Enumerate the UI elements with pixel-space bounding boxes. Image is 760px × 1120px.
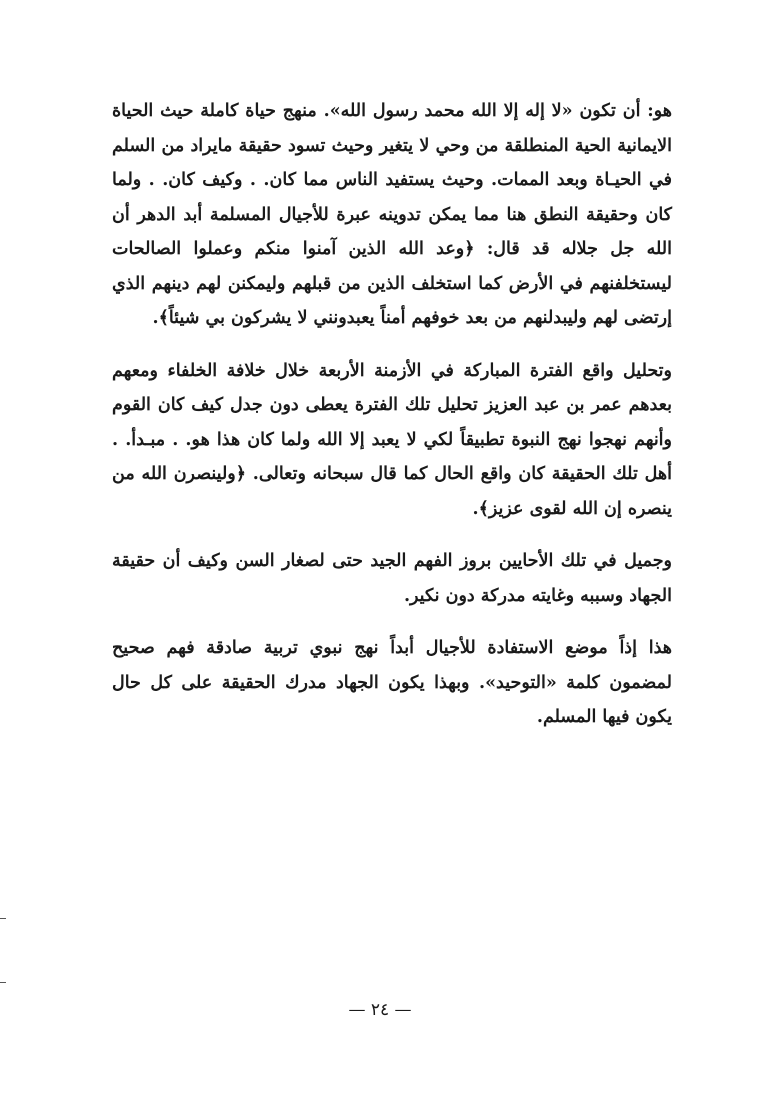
margin-tick — [0, 982, 6, 983]
margin-tick — [0, 918, 6, 919]
paragraph-3: وجميل في تلك الأحايين بروز الفهم الجيد حتى لصغار السن وكيف أن حقيقة الجهاد وسببه وغايته مدركة دون نكير. — [112, 551, 672, 606]
paragraph-1: هو: أن تكون «لا إله إلا الله محمد رسول الله». منهج حياة كاملة حيث الحياة الايمانية الحية المنطلقة من وحي لا يتغير وحيث تسود حقيقة مايراد من السلم في الحيـاة وبعد الممات. وحيث يستفيد الناس مما كان. . وكيف كان. . ولما كان وحقيقة النطق هنا مما يمكن تدوينه عبرة للأجيال المسلمة أبد الدهر أن الله جل جلاله قد قال: ﴿وعد الله الذين آمنوا منكم وعملوا الصالحات ليستخلفنهم في الأرض كما استخلف الذين من قبلهم وليمكنن لهم دينهم الذي إرتضى لهم وليبدلنهم من بعد خوفهم أمناً يعبدونني لا يشركون بي شيئاً﴾. — [112, 101, 672, 328]
paragraph-2: وتحليل واقع الفترة المباركة في الأزمنة الأربعة خلال خلافة الخلفاء ومعهم بعدهم عمر بن عبد العزيز تحليل تلك الفترة يعطى دون جدل كيف كان القوم وأنهم نهجوا نهج النبوة تطبيقاً لكي لا يعبد إلا الله ولما كان هذا هو. . مبـدأ. . أهل تلك الحقيقة كان واقع الحال كما قال سبحانه وتعالى. ﴿ولينصرن الله من ينصره إن الله لقوى عزيز﴾. — [112, 360, 672, 519]
paragraph-4: هذا إذاً موضع الاستفادة للأجيال أبداً نهج نبوي تربية صادقة فهم صحيح لمضمون كلمة «التوحيد». وبهذا يكون الجهاد مدرك الحقيقة على كل حال يكون فيها المسلم. — [112, 638, 672, 727]
body-text — [112, 94, 672, 735]
page-number: — ٢٤ — — [348, 1000, 412, 1020]
